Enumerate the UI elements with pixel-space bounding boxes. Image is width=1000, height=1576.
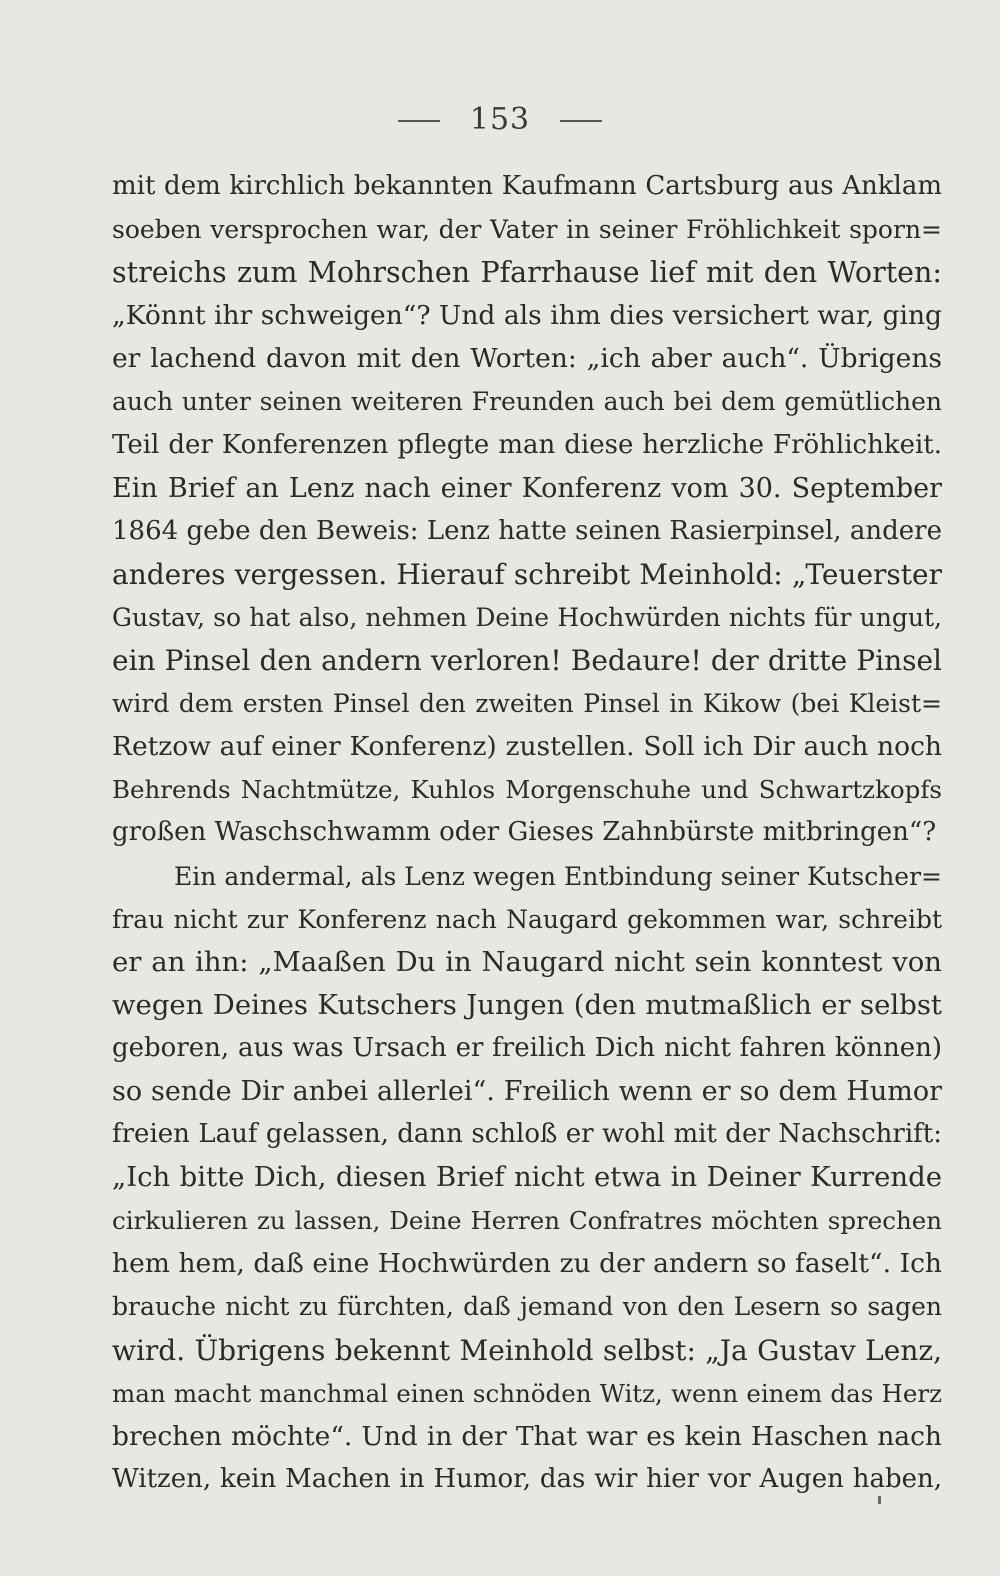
text-line: „Ich bitte Dich, diesen Brief nicht etwa in Deiner Kurrende — [112, 1161, 942, 1194]
text-line: mit dem kirchlich bekannten Kaufmann Cartsburg aus Anklam — [112, 171, 942, 201]
text-line: Behrends Nachtmütze, Kuhlos Morgenschuhe und Schwartzkopfs — [112, 775, 942, 805]
text-line: brechen möchte“. Und in der That war es kein Haschen nach — [112, 1420, 942, 1452]
text-line: anderes vergessen. Hierauf schreibt Meinhold: „Teuerster — [112, 557, 942, 591]
text-line: freien Lauf gelassen, dann schloß er wohl mit der Nachschrift: — [112, 1119, 942, 1150]
header-dash-right — [560, 120, 602, 122]
text-line: ein Pinsel den andern verloren! Bedaure! der dritte Pinsel — [112, 644, 942, 678]
text-line: auch unter seinen weiteren Freunden auch bei dem gemütlichen — [112, 387, 942, 417]
text-line: brauche nicht zu fürchten, daß jemand von den Lesern so sagen — [112, 1292, 942, 1322]
text-line: hem hem, daß eine Hochwürden zu der andern so faselt“. Ich — [112, 1248, 942, 1280]
body-text — [112, 165, 942, 1501]
text-line: er lachend davon mit den Worten: „ich aber auch“. Übrigens — [112, 343, 942, 375]
text-line: Ein Brief an Lenz nach einer Konferenz vom 30. September — [112, 472, 942, 504]
print-speck — [878, 1496, 881, 1504]
text-line: streichs zum Mohrschen Pfarrhause lief mit den Worten: — [112, 256, 942, 290]
text-line: er an ihn: „Maaßen Du in Naugard nicht sein konntest von — [112, 945, 942, 978]
text-line: Teil der Konferenzen pflegte man diese herzliche Fröhlichkeit. — [112, 429, 942, 460]
text-line: Witzen, kein Machen in Humor, das wir hier vor Augen haben, — [112, 1463, 942, 1494]
text-line: wird. Übrigens bekennt Meinhold selbst: „Ja Gustav Lenz, — [112, 1333, 942, 1367]
text-line: „Könnt ihr schweigen“? Und als ihm dies versichert war, ging — [112, 300, 942, 332]
text-line: wird dem ersten Pinsel den zweiten Pinsel in Kikow (bei Kleist= — [112, 689, 942, 719]
text-line: wegen Deines Kutschers Jungen (den mutmaßlich er selbst — [112, 988, 942, 1021]
text-line: Gustav, so hat also, nehmen Deine Hochwürden nichts für ungut, — [112, 602, 942, 632]
text-line: geboren, aus was Ursach er freilich Dich nicht fahren können) — [112, 1032, 942, 1063]
page-number: 153 — [469, 102, 531, 137]
text-line: Retzow auf einer Konferenz) zustellen. Soll ich Dir auch noch — [112, 731, 942, 763]
text-line: cirkulieren zu lassen, Deine Herren Confratres möchten sprechen — [112, 1206, 942, 1236]
text-line: man macht manchmal einen schnöden Witz, wenn einem das Herz — [112, 1378, 942, 1408]
text-line: 1864 gebe den Beweis: Lenz hatte seinen Rasierpinsel, andere — [112, 515, 942, 546]
text-line: soeben versprochen war, der Vater in seiner Fröhlichkeit sporn= — [112, 215, 942, 245]
text-line: Ein andermal, als Lenz wegen Entbindung seiner Kutscher= — [174, 861, 942, 891]
page-header — [0, 102, 1000, 137]
text-line: frau nicht zur Konferenz nach Naugard gekommen war, schreibt — [112, 904, 942, 934]
text-line: so sende Dir anbei allerlei“. Freilich wenn er so dem Humor — [112, 1075, 942, 1107]
text-line: großen Waschschwamm oder Gieses Zahnbürste mitbringen“? — [112, 817, 937, 848]
header-dash-left — [398, 120, 440, 122]
